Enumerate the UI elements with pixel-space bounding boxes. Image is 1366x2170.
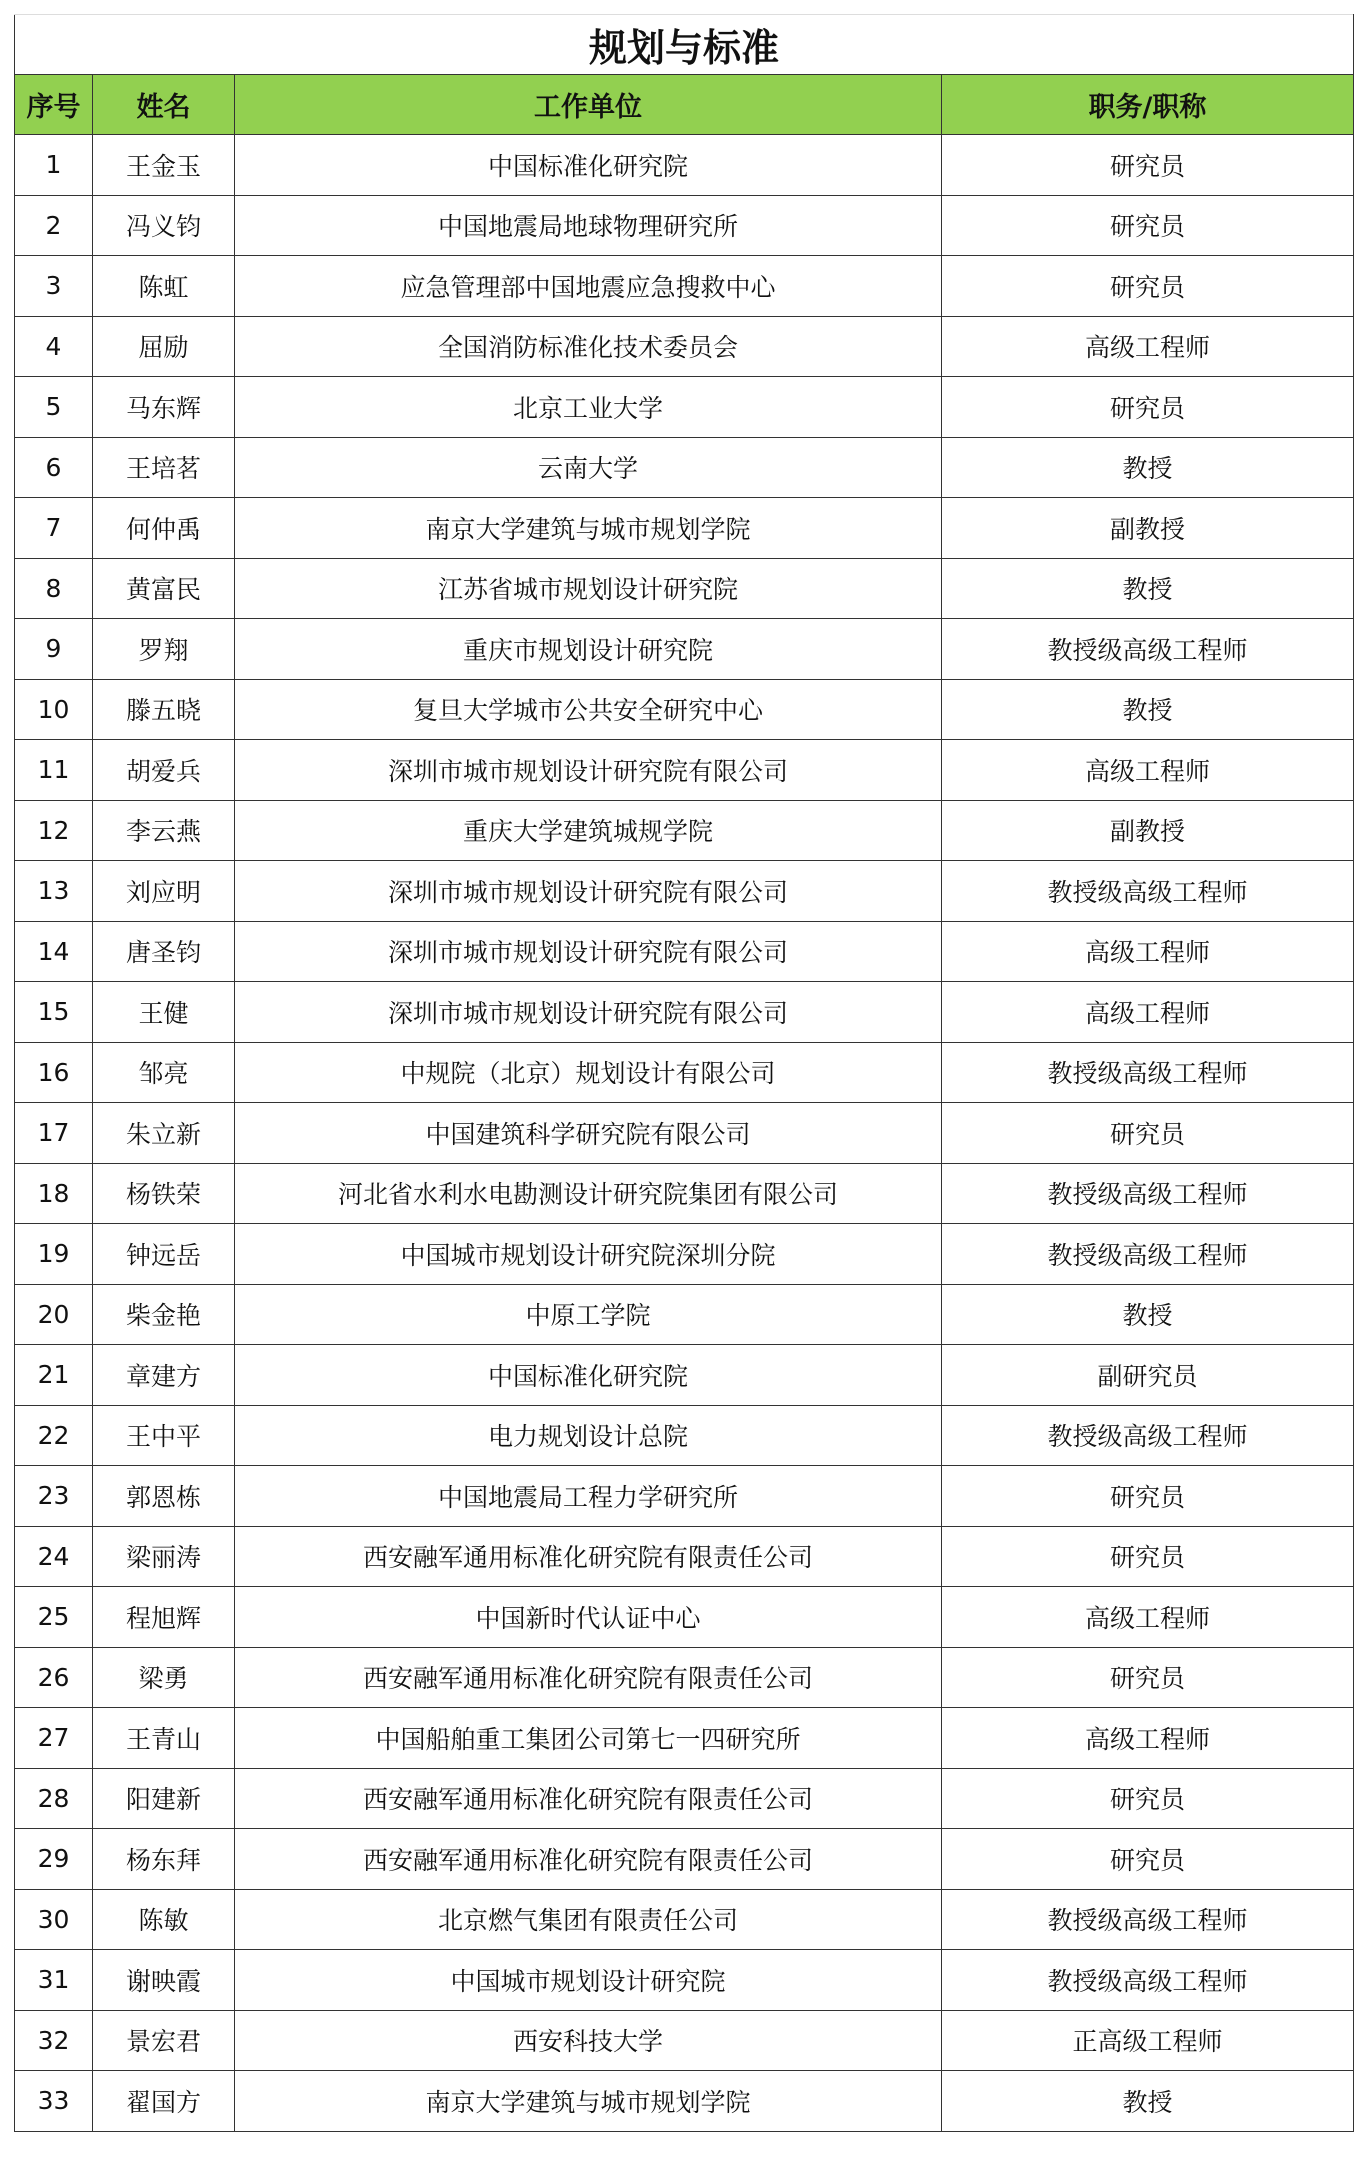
cell-position: 副教授 <box>942 800 1354 861</box>
cell-position: 教授 <box>942 558 1354 619</box>
cell-position: 教授 <box>942 437 1354 498</box>
cell-name: 朱立新 <box>93 1103 235 1164</box>
header-name: 姓名 <box>93 75 235 135</box>
cell-name: 陈敏 <box>93 1889 235 1950</box>
cell-org: 深圳市城市规划设计研究院有限公司 <box>235 921 942 982</box>
cell-name: 章建方 <box>93 1345 235 1406</box>
cell-org: 南京大学建筑与城市规划学院 <box>235 498 942 559</box>
cell-position: 教授级高级工程师 <box>942 861 1354 922</box>
cell-name: 王青山 <box>93 1708 235 1769</box>
cell-org: 中国城市规划设计研究院 <box>235 1950 942 2011</box>
table-row <box>15 1647 1354 1708</box>
table-row <box>15 195 1354 256</box>
cell-name: 梁勇 <box>93 1647 235 1708</box>
cell-position: 研究员 <box>942 1829 1354 1890</box>
table-row <box>15 1224 1354 1285</box>
table-row <box>15 1829 1354 1890</box>
cell-org: 中国标准化研究院 <box>235 135 942 196</box>
cell-position: 研究员 <box>942 1647 1354 1708</box>
header-index: 序号 <box>15 75 93 135</box>
cell-index: 29 <box>15 1829 93 1890</box>
cell-index: 9 <box>15 619 93 680</box>
cell-index: 6 <box>15 437 93 498</box>
cell-name: 王中平 <box>93 1405 235 1466</box>
table-row <box>15 1405 1354 1466</box>
cell-org: 中国地震局工程力学研究所 <box>235 1466 942 1527</box>
cell-index: 22 <box>15 1405 93 1466</box>
table-row <box>15 1526 1354 1587</box>
cell-org: 中原工学院 <box>235 1284 942 1345</box>
cell-name: 阳建新 <box>93 1768 235 1829</box>
table-row <box>15 437 1354 498</box>
cell-name: 胡爱兵 <box>93 740 235 801</box>
table-row <box>15 1768 1354 1829</box>
cell-org: 西安融军通用标准化研究院有限责任公司 <box>235 1647 942 1708</box>
cell-name: 刘应明 <box>93 861 235 922</box>
cell-position: 教授级高级工程师 <box>942 1042 1354 1103</box>
cell-name: 郭恩栋 <box>93 1466 235 1527</box>
title-row <box>15 15 1354 75</box>
cell-index: 18 <box>15 1163 93 1224</box>
cell-name: 屈励 <box>93 316 235 377</box>
cell-org: 西安融军通用标准化研究院有限责任公司 <box>235 1526 942 1587</box>
cell-position: 研究员 <box>942 1466 1354 1527</box>
table-row <box>15 1889 1354 1950</box>
cell-position: 高级工程师 <box>942 921 1354 982</box>
cell-org: 应急管理部中国地震应急搜救中心 <box>235 256 942 317</box>
cell-name: 杨铁荣 <box>93 1163 235 1224</box>
cell-index: 28 <box>15 1768 93 1829</box>
cell-name: 冯义钧 <box>93 195 235 256</box>
cell-name: 梁丽涛 <box>93 1526 235 1587</box>
cell-org: 西安融军通用标准化研究院有限责任公司 <box>235 1768 942 1829</box>
cell-index: 11 <box>15 740 93 801</box>
cell-org: 云南大学 <box>235 437 942 498</box>
cell-name: 王培茗 <box>93 437 235 498</box>
header-position: 职务/职称 <box>942 75 1354 135</box>
cell-index: 4 <box>15 316 93 377</box>
cell-position: 教授级高级工程师 <box>942 1950 1354 2011</box>
table-row <box>15 316 1354 377</box>
cell-name: 何仲禹 <box>93 498 235 559</box>
table-row <box>15 619 1354 680</box>
expert-table <box>14 14 1354 2132</box>
table-row <box>15 1163 1354 1224</box>
table-row <box>15 256 1354 317</box>
cell-index: 3 <box>15 256 93 317</box>
table-title: 规划与标准 <box>15 15 1354 75</box>
cell-position: 高级工程师 <box>942 1708 1354 1769</box>
cell-index: 1 <box>15 135 93 196</box>
cell-name: 钟远岳 <box>93 1224 235 1285</box>
table-row <box>15 1708 1354 1769</box>
cell-org: 中国城市规划设计研究院深圳分院 <box>235 1224 942 1285</box>
table-row <box>15 558 1354 619</box>
cell-name: 邹亮 <box>93 1042 235 1103</box>
cell-index: 23 <box>15 1466 93 1527</box>
cell-index: 31 <box>15 1950 93 2011</box>
cell-position: 研究员 <box>942 256 1354 317</box>
table-row <box>15 921 1354 982</box>
cell-org: 复旦大学城市公共安全研究中心 <box>235 679 942 740</box>
table-row <box>15 861 1354 922</box>
cell-position: 副教授 <box>942 498 1354 559</box>
table-row <box>15 740 1354 801</box>
table-row <box>15 1345 1354 1406</box>
cell-name: 杨东拜 <box>93 1829 235 1890</box>
cell-position: 教授级高级工程师 <box>942 1405 1354 1466</box>
cell-org: 北京燃气集团有限责任公司 <box>235 1889 942 1950</box>
cell-position: 研究员 <box>942 1526 1354 1587</box>
cell-name: 王健 <box>93 982 235 1043</box>
cell-name: 滕五晓 <box>93 679 235 740</box>
cell-index: 32 <box>15 2010 93 2071</box>
cell-name: 黄富民 <box>93 558 235 619</box>
cell-index: 21 <box>15 1345 93 1406</box>
table-row <box>15 800 1354 861</box>
cell-position: 高级工程师 <box>942 982 1354 1043</box>
cell-index: 27 <box>15 1708 93 1769</box>
cell-org: 中国标准化研究院 <box>235 1345 942 1406</box>
cell-name: 唐圣钧 <box>93 921 235 982</box>
cell-org: 重庆大学建筑城规学院 <box>235 800 942 861</box>
cell-index: 26 <box>15 1647 93 1708</box>
cell-org: 中国新时代认证中心 <box>235 1587 942 1648</box>
table-row <box>15 1950 1354 2011</box>
cell-org: 南京大学建筑与城市规划学院 <box>235 2071 942 2132</box>
cell-name: 王金玉 <box>93 135 235 196</box>
table-row <box>15 2071 1354 2132</box>
cell-org: 中规院（北京）规划设计有限公司 <box>235 1042 942 1103</box>
cell-name: 程旭辉 <box>93 1587 235 1648</box>
table-row <box>15 1466 1354 1527</box>
cell-org: 中国地震局地球物理研究所 <box>235 195 942 256</box>
cell-position: 研究员 <box>942 135 1354 196</box>
cell-position: 高级工程师 <box>942 316 1354 377</box>
table-body <box>15 135 1354 2132</box>
cell-org: 重庆市规划设计研究院 <box>235 619 942 680</box>
table-row <box>15 498 1354 559</box>
cell-org: 北京工业大学 <box>235 377 942 438</box>
expert-roster-sheet <box>14 14 1353 2132</box>
cell-index: 33 <box>15 2071 93 2132</box>
cell-index: 30 <box>15 1889 93 1950</box>
cell-name: 景宏君 <box>93 2010 235 2071</box>
cell-name: 李云燕 <box>93 800 235 861</box>
cell-position: 高级工程师 <box>942 740 1354 801</box>
cell-name: 陈虹 <box>93 256 235 317</box>
cell-position: 教授 <box>942 679 1354 740</box>
cell-index: 10 <box>15 679 93 740</box>
cell-org: 中国建筑科学研究院有限公司 <box>235 1103 942 1164</box>
table-row <box>15 1284 1354 1345</box>
cell-index: 24 <box>15 1526 93 1587</box>
cell-position: 研究员 <box>942 1768 1354 1829</box>
cell-name: 柴金艳 <box>93 1284 235 1345</box>
cell-index: 13 <box>15 861 93 922</box>
cell-org: 深圳市城市规划设计研究院有限公司 <box>235 861 942 922</box>
cell-position: 教授 <box>942 2071 1354 2132</box>
table-row <box>15 377 1354 438</box>
table-row <box>15 982 1354 1043</box>
cell-position: 教授级高级工程师 <box>942 619 1354 680</box>
cell-index: 5 <box>15 377 93 438</box>
cell-position: 研究员 <box>942 377 1354 438</box>
header-org: 工作单位 <box>235 75 942 135</box>
cell-org: 中国船舶重工集团公司第七一四研究所 <box>235 1708 942 1769</box>
cell-index: 25 <box>15 1587 93 1648</box>
table-row <box>15 679 1354 740</box>
cell-position: 正高级工程师 <box>942 2010 1354 2071</box>
table-row <box>15 135 1354 196</box>
cell-org: 全国消防标准化技术委员会 <box>235 316 942 377</box>
cell-index: 16 <box>15 1042 93 1103</box>
cell-position: 教授级高级工程师 <box>942 1224 1354 1285</box>
table-row <box>15 2010 1354 2071</box>
cell-index: 8 <box>15 558 93 619</box>
cell-index: 2 <box>15 195 93 256</box>
table-row <box>15 1103 1354 1164</box>
cell-org: 深圳市城市规划设计研究院有限公司 <box>235 982 942 1043</box>
cell-position: 副研究员 <box>942 1345 1354 1406</box>
table-row <box>15 1587 1354 1648</box>
cell-position: 研究员 <box>942 1103 1354 1164</box>
cell-index: 14 <box>15 921 93 982</box>
cell-position: 教授级高级工程师 <box>942 1163 1354 1224</box>
cell-name: 罗翔 <box>93 619 235 680</box>
cell-org: 西安科技大学 <box>235 2010 942 2071</box>
cell-index: 20 <box>15 1284 93 1345</box>
cell-position: 教授级高级工程师 <box>942 1889 1354 1950</box>
header-row <box>15 75 1354 135</box>
cell-index: 12 <box>15 800 93 861</box>
cell-name: 马东辉 <box>93 377 235 438</box>
cell-name: 谢映霞 <box>93 1950 235 2011</box>
cell-index: 7 <box>15 498 93 559</box>
cell-org: 深圳市城市规划设计研究院有限公司 <box>235 740 942 801</box>
cell-index: 15 <box>15 982 93 1043</box>
cell-org: 江苏省城市规划设计研究院 <box>235 558 942 619</box>
cell-org: 西安融军通用标准化研究院有限责任公司 <box>235 1829 942 1890</box>
table-row <box>15 1042 1354 1103</box>
cell-position: 教授 <box>942 1284 1354 1345</box>
cell-org: 电力规划设计总院 <box>235 1405 942 1466</box>
cell-position: 高级工程师 <box>942 1587 1354 1648</box>
cell-index: 17 <box>15 1103 93 1164</box>
cell-index: 19 <box>15 1224 93 1285</box>
cell-position: 研究员 <box>942 195 1354 256</box>
cell-org: 河北省水利水电勘测设计研究院集团有限公司 <box>235 1163 942 1224</box>
cell-name: 翟国方 <box>93 2071 235 2132</box>
